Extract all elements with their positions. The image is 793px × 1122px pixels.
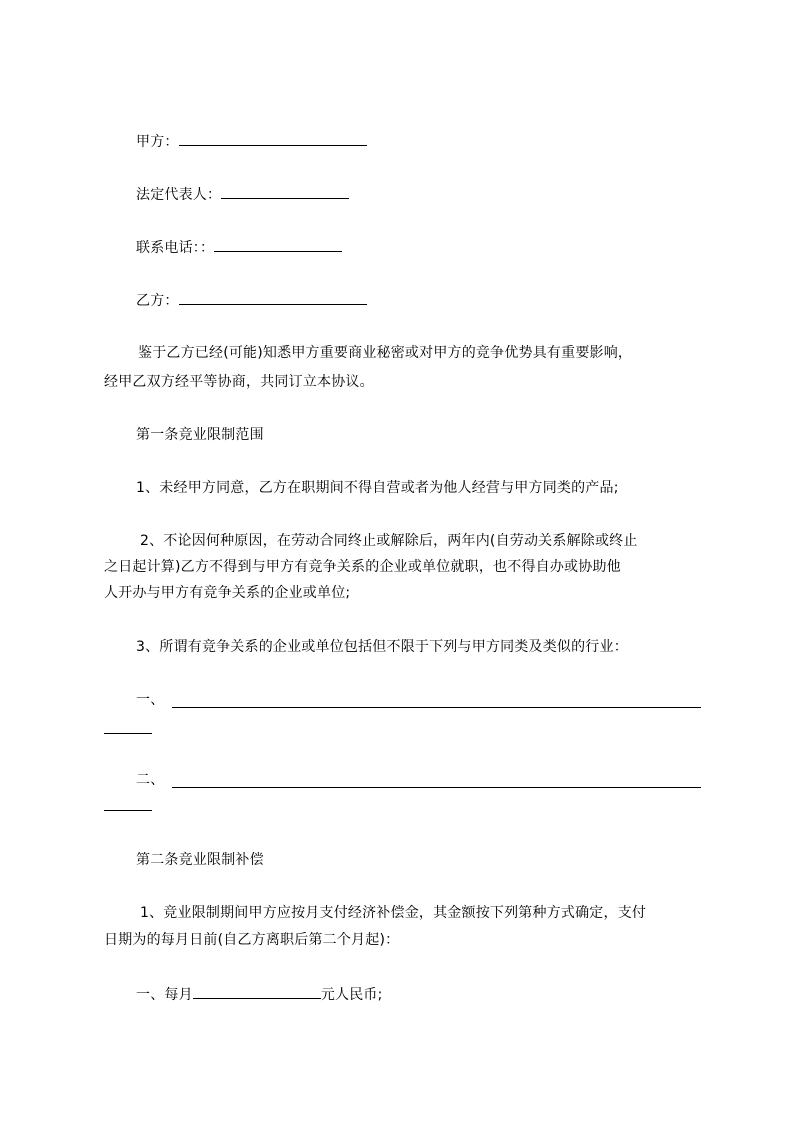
- article1-item3: 3、所谓有竞争关系的企业或单位包括但不限于下列与甲方同类及类似的行业：: [136, 639, 628, 655]
- option-one-blank[interactable]: [193, 984, 321, 999]
- article2-item1-line2: 日期为的每月日前(自乙方离职后第二个月起)：: [104, 932, 400, 948]
- option-one-label: 一、每月: [136, 987, 193, 1003]
- preamble-line-1: 鉴于乙方已经(可能)知悉甲方重要商业秘密或对甲方的竞争优势具有重要影响，: [138, 345, 633, 361]
- option-one-suffix: 元人民币;: [320, 987, 383, 1003]
- legal-rep-label: 法定代表人：: [136, 187, 222, 203]
- preamble-line-2: 经甲乙双方经平等协商，共同订立本协议。: [104, 374, 374, 390]
- phone-line: [136, 237, 342, 258]
- option-one-line: [136, 984, 383, 1005]
- article1-item2-line1: 2、不论因何种原因，在劳动合同终止或解除后，两年内(自劳动关系解除或终止: [140, 533, 638, 549]
- industry-two-blank[interactable]: [172, 787, 701, 788]
- industry-one-blank-cont[interactable]: [104, 733, 152, 734]
- article1-item2-line2: 之日起计算)乙方不得到与甲方有竞争关系的企业或单位就职，也不得自办或协助他: [104, 559, 621, 575]
- article1-item1: 1、未经甲方同意，乙方在职期间不得自营或者为他人经营与甲方同类的产品;: [136, 480, 619, 496]
- legal-rep-line: [136, 184, 349, 205]
- industry-two-blank-cont[interactable]: [104, 810, 152, 811]
- industry-one-label: 一、: [136, 692, 165, 708]
- party-a-line: [136, 131, 367, 152]
- article2-title: 第二条竞业限制补偿: [136, 852, 264, 868]
- party-b-label: 乙方：: [136, 293, 179, 309]
- party-b-blank[interactable]: [179, 290, 367, 305]
- article1-title: 第一条竞业限制范围: [136, 427, 264, 443]
- party-a-blank[interactable]: [179, 131, 367, 146]
- party-b-line: [136, 290, 367, 311]
- article1-item2-line3: 人开办与甲方有竞争关系的企业或单位;: [104, 585, 351, 601]
- party-a-label: 甲方：: [136, 134, 179, 150]
- legal-rep-blank[interactable]: [221, 184, 349, 199]
- industry-one-blank[interactable]: [172, 707, 701, 708]
- article2-item1-line1: 1、竞业限制期间甲方应按月支付经济补偿金，其金额按下列第种方式确定，支付: [140, 905, 647, 921]
- phone-label: 联系电话：：: [136, 240, 215, 256]
- phone-blank[interactable]: [214, 237, 342, 252]
- industry-two-label: 二、: [136, 772, 165, 788]
